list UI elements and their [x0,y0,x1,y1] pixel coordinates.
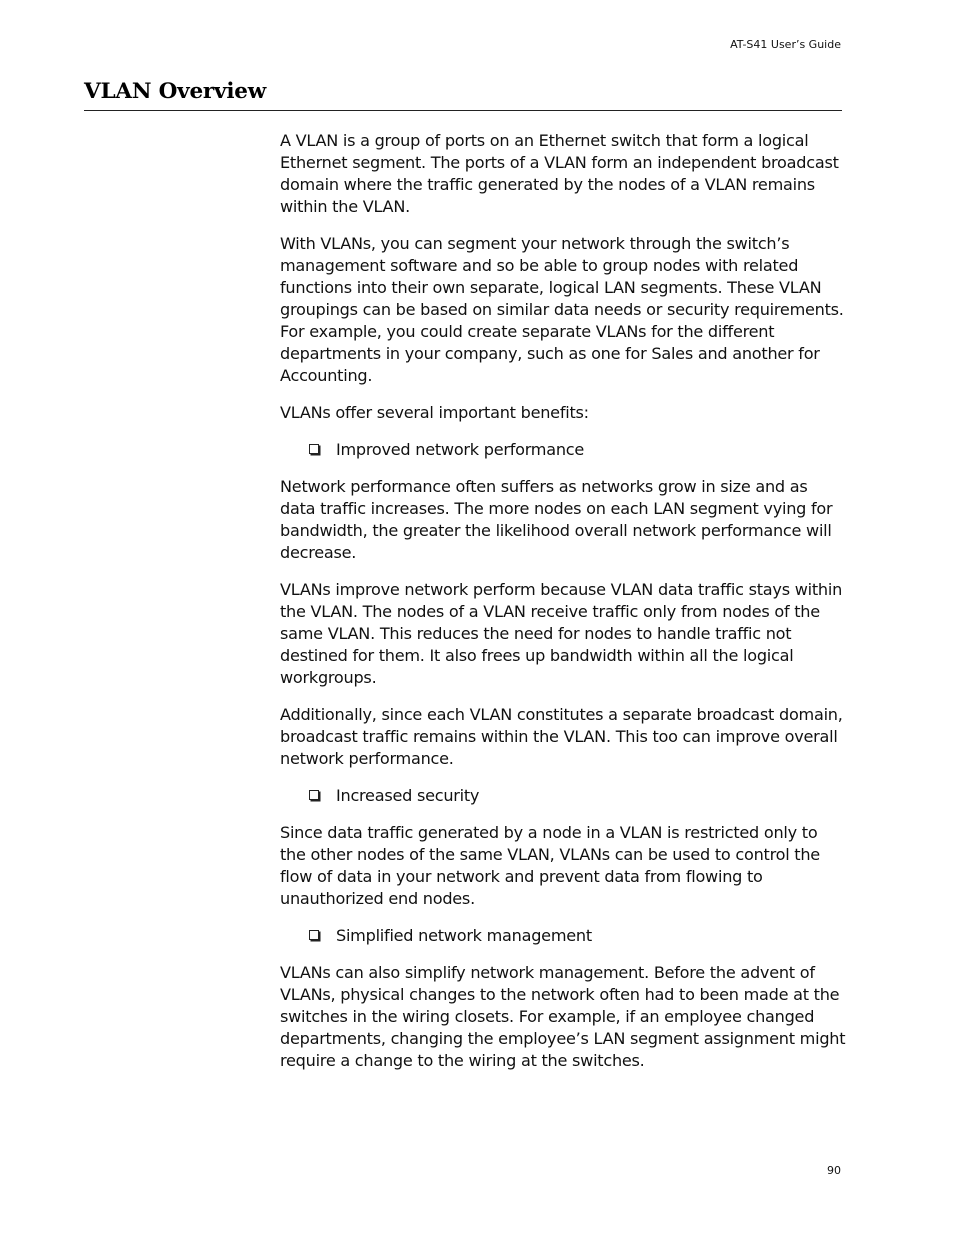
intro-paragraph-1: A VLAN is a group of ports on an Ethernet switch that form a logical Ethernet segment. The ports of a VLAN form an independent broadcast domain where the traffic generated by the nodes of a VLAN remains within the VLAN. [280,131,839,216]
benefit-paragraph: Additionally, since each VLAN constitutes a separate broadcast domain, broadcast traffic remains within the VLAN. This too can improve overall network performance. [280,705,843,768]
title-rule [84,110,842,111]
benefit-paragraph: VLANs improve network perform because VLAN data traffic stays within the VLAN. The nodes of a VLAN receive traffic only from nodes of the same VLAN. This reduces the need for nodes to handle traffic not destined for them. It also frees up bandwidth within all the logical workgroups. [280,580,843,687]
benefit-label: Simplified network management [336,926,592,945]
benefit-item-security [280,785,846,807]
running-header: AT-S41 User’s Guide [730,38,841,51]
intro-paragraph-2: With VLANs, you can segment your network through the switch’s management software and so be able to group nodes with related functions into their own separate, logical LAN segments. These VLAN groupings can be based on similar data needs or security requirements. For example, you could create separate VLANs for the different departments in your company, such as one for Sales and another for Accounting. [280,234,844,385]
checkbox-bullet-icon [309,930,319,940]
section-title: VLAN Overview [84,79,267,104]
intro-paragraph-3: VLANs offer several important benefits: [280,403,589,422]
benefit-item-management [280,925,846,947]
benefit-paragraph: Since data traffic generated by a node in a VLAN is restricted only to the other nodes of the same VLAN, VLANs can be used to control the flow of data in your network and prevent data from flowing to unauthorized end nodes. [280,823,820,908]
page-number: 90 [827,1164,841,1177]
checkbox-bullet-icon [309,444,319,454]
body-content [280,130,846,1087]
checkbox-bullet-icon [309,790,319,800]
benefit-label: Improved network performance [336,440,585,459]
benefit-label: Increased security [336,786,480,805]
benefit-paragraph: Network performance often suffers as networks grow in size and as data traffic increases. The more nodes on each LAN segment vying for bandwidth, the greater the likelihood overall network performance will decrease. [280,477,833,562]
benefit-item-performance [280,439,846,461]
benefit-paragraph: VLANs can also simplify network management. Before the advent of VLANs, physical changes to the network often had to been made at the switches in the wiring closets. For example, if an employee changed departments, changing the employee’s LAN segment assignment might require a change to the wiring at the switches. [280,963,846,1070]
